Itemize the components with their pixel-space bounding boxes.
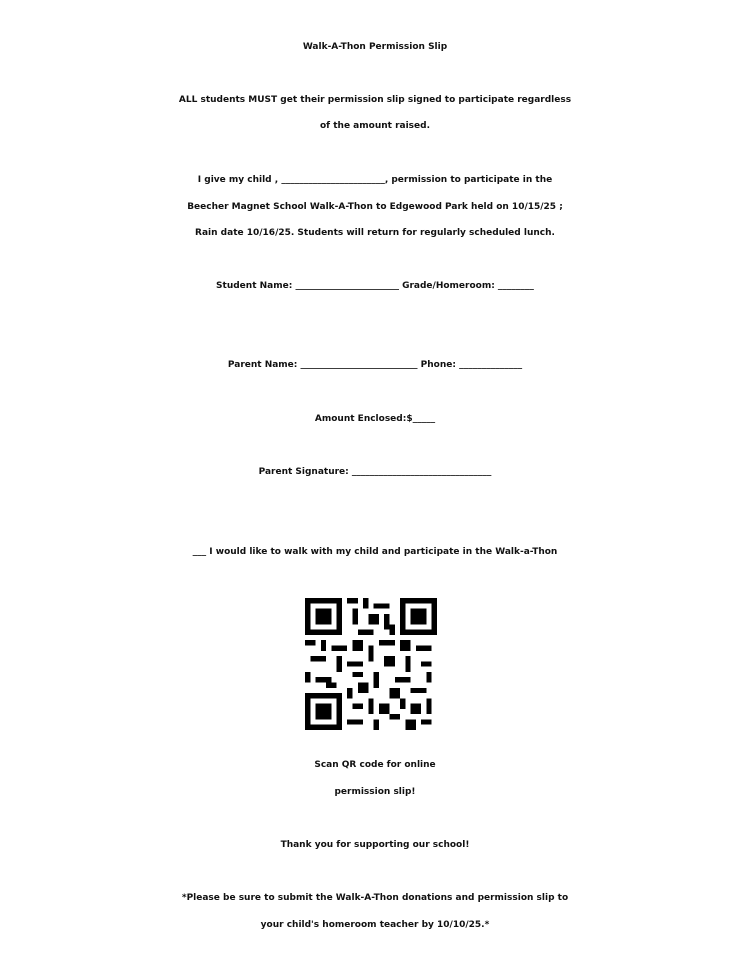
qr-caption-line-2: permission slip! (334, 787, 416, 797)
walk-with-child-option: ___ I would like to walk with my child and participate in the Walk-a-Thon (192, 547, 558, 557)
parent-signature-field: Parent Signature: _______________________________ (258, 467, 492, 477)
consent-line-2: Beecher Magnet School Walk-A-Thon to Edgewood Park held on 10/15/25 ; (187, 202, 563, 212)
consent-line-3: Rain date 10/16/25. Students will return for regularly scheduled lunch. (195, 228, 555, 238)
page-title: Walk-A-Thon Permission Slip (302, 42, 448, 52)
footer-line-1: *Please be sure to submit the Walk-A-Thon donations and permission slip to (181, 893, 569, 903)
consent-line-1: I give my child , _______________________, permission to participate in the (197, 175, 553, 185)
thank-you-text: Thank you for supporting our school! (280, 840, 470, 850)
student-name-grade-field: Student Name: _______________________ Grade/Homeroom: ________ (216, 281, 534, 291)
intro-line-2: of the amount raised. (320, 121, 430, 131)
qr-caption-line-1: Scan QR code for online (314, 760, 436, 770)
footer-line-2: your child's homeroom teacher by 10/10/25.* (260, 920, 490, 930)
amount-enclosed-field: Amount Enclosed:$_____ (314, 414, 436, 424)
parent-name-phone-field: Parent Name: __________________________ Phone: ______________ (227, 360, 523, 370)
intro-line-1: ALL students MUST get their permission slip signed to participate regardless (178, 95, 572, 105)
qr-code-icon (303, 598, 439, 730)
